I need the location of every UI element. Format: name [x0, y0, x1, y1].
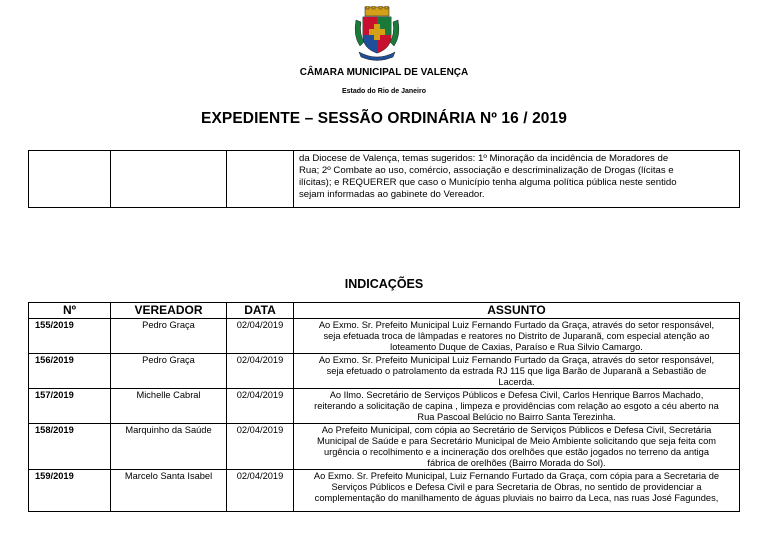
row-num: 157/2019 — [29, 389, 111, 424]
assunto-line: Ao Exmo. Sr. Prefeito Municipal Luiz Fernando Furtado da Graça, através do setor responsável, — [318, 320, 715, 330]
row-vereador: Marquinho da Saúde — [111, 424, 227, 470]
assunto-line: Ao Exmo. Sr. Prefeito Municipal, Luiz Fernando Furtado da Graça, com cópia para a Secretaria de — [313, 471, 720, 481]
column-header-num: Nº — [29, 303, 111, 319]
indicacoes-table — [28, 302, 740, 512]
table-row — [29, 319, 740, 354]
row-num: 158/2019 — [29, 424, 111, 470]
row-num: 156/2019 — [29, 354, 111, 389]
row-assunto — [294, 389, 740, 424]
assunto-line: seja efetuado o patrolamento da estrada RJ 115 que liga Barão de Juparanã a Sebastião de — [326, 366, 707, 376]
continuation-num-cell — [29, 151, 111, 208]
row-data: 02/04/2019 — [227, 470, 294, 512]
row-data: 02/04/2019 — [227, 424, 294, 470]
continuation-data-cell — [227, 151, 294, 208]
continuation-assunto-cell — [294, 151, 740, 208]
table-row — [29, 389, 740, 424]
row-vereador: Michelle Cabral — [111, 389, 227, 424]
assunto-line: Ao Ilmo. Secretário de Serviços Públicos e Defesa Civil, Carlos Henrique Barros Machado, — [329, 390, 704, 400]
row-data: 02/04/2019 — [227, 354, 294, 389]
table-row — [29, 470, 740, 512]
continuation-line: da Diocese de Valença, temas sugeridos: 1º Minoração da incidência de Moradores de — [299, 153, 669, 164]
page-title: EXPEDIENTE – SESSÃO ORDINÁRIA Nº 16 / 2019 — [201, 110, 567, 127]
assunto-line: loteamento Duque de Caxias, Paraíso e Rua Silvio Camargo. — [390, 342, 643, 352]
continuation-line: ilícitas); e REQUERER que caso o Município tenha alguma política pública neste sentido — [299, 177, 677, 188]
column-header-vereador: VEREADOR — [111, 303, 227, 319]
assunto-line: fábrica de orelhões (Bairro Morada do Sol). — [427, 458, 606, 468]
table-row — [29, 424, 740, 470]
row-assunto — [294, 470, 740, 512]
continuation-table — [28, 150, 740, 208]
assunto-line: Ao Prefeito Municipal, com cópia ao Secretário de Serviços Públicos e Defesa Civil, Secretária — [321, 425, 712, 435]
continuation-line: Rua; 2º Combate ao uso, comércio, associação e descriminalização de Drogas (lícitas e — [299, 165, 674, 176]
row-assunto — [294, 424, 740, 470]
assunto-line: Municipal de Saúde e para Secretário Municipal de Meio Ambiente solicitando que seja feita com — [317, 436, 716, 446]
organization-name: CÂMARA MUNICIPAL DE VALENÇA — [299, 67, 469, 78]
continuation-line: sejam informadas ao gabinete do Vereador. — [299, 189, 485, 200]
row-vereador: Pedro Graça — [111, 354, 227, 389]
row-vereador: Marcelo Santa Isabel — [111, 470, 227, 512]
row-assunto — [294, 354, 740, 389]
column-header-assunto: ASSUNTO — [294, 303, 740, 319]
row-num: 155/2019 — [29, 319, 111, 354]
continuation-row — [29, 151, 740, 208]
row-vereador: Pedro Graça — [111, 319, 227, 354]
row-data: 02/04/2019 — [227, 319, 294, 354]
row-num: 159/2019 — [29, 470, 111, 512]
column-header-data: DATA — [227, 303, 294, 319]
coat-of-arms-icon — [352, 6, 402, 64]
assunto-line: seja efetuada troca de lâmpadas e reatores no Distrito de Juparanã, com especial atenção ao — [323, 331, 710, 341]
row-assunto — [294, 319, 740, 354]
continuation-vereador-cell — [111, 151, 227, 208]
assunto-line: Serviços Públicos e Defesa Civil e para Secretaria de Obras, no sentido de providenciar a — [331, 482, 702, 492]
section-heading-indicacoes: INDICAÇÕES — [344, 277, 424, 291]
table-row — [29, 354, 740, 389]
assunto-line: Ao Exmo. Sr. Prefeito Municipal Luiz Fernando Furtado da Graça, através do setor responsável, — [318, 355, 715, 365]
assunto-line: Lacerda. — [498, 377, 535, 387]
state-name: Estado do Rio de Janeiro — [341, 88, 426, 95]
table-header-row — [29, 303, 740, 319]
assunto-line: reiterando a solicitação de capina , limpeza e providências com relação ao esgoto a céu aberto na — [314, 401, 719, 411]
assunto-line: complementação do manilhamento de águas pluviais no bairro da Leca, nas ruas José Fagundes, — [314, 493, 719, 503]
row-data: 02/04/2019 — [227, 389, 294, 424]
assunto-line: urgência o recolhimento e a incineração dos orelhões que estão jogados no terreno da antiga — [323, 447, 710, 457]
assunto-line: Rua Pascoal Belúcio no Bairro Santa Terezinha. — [417, 412, 616, 422]
